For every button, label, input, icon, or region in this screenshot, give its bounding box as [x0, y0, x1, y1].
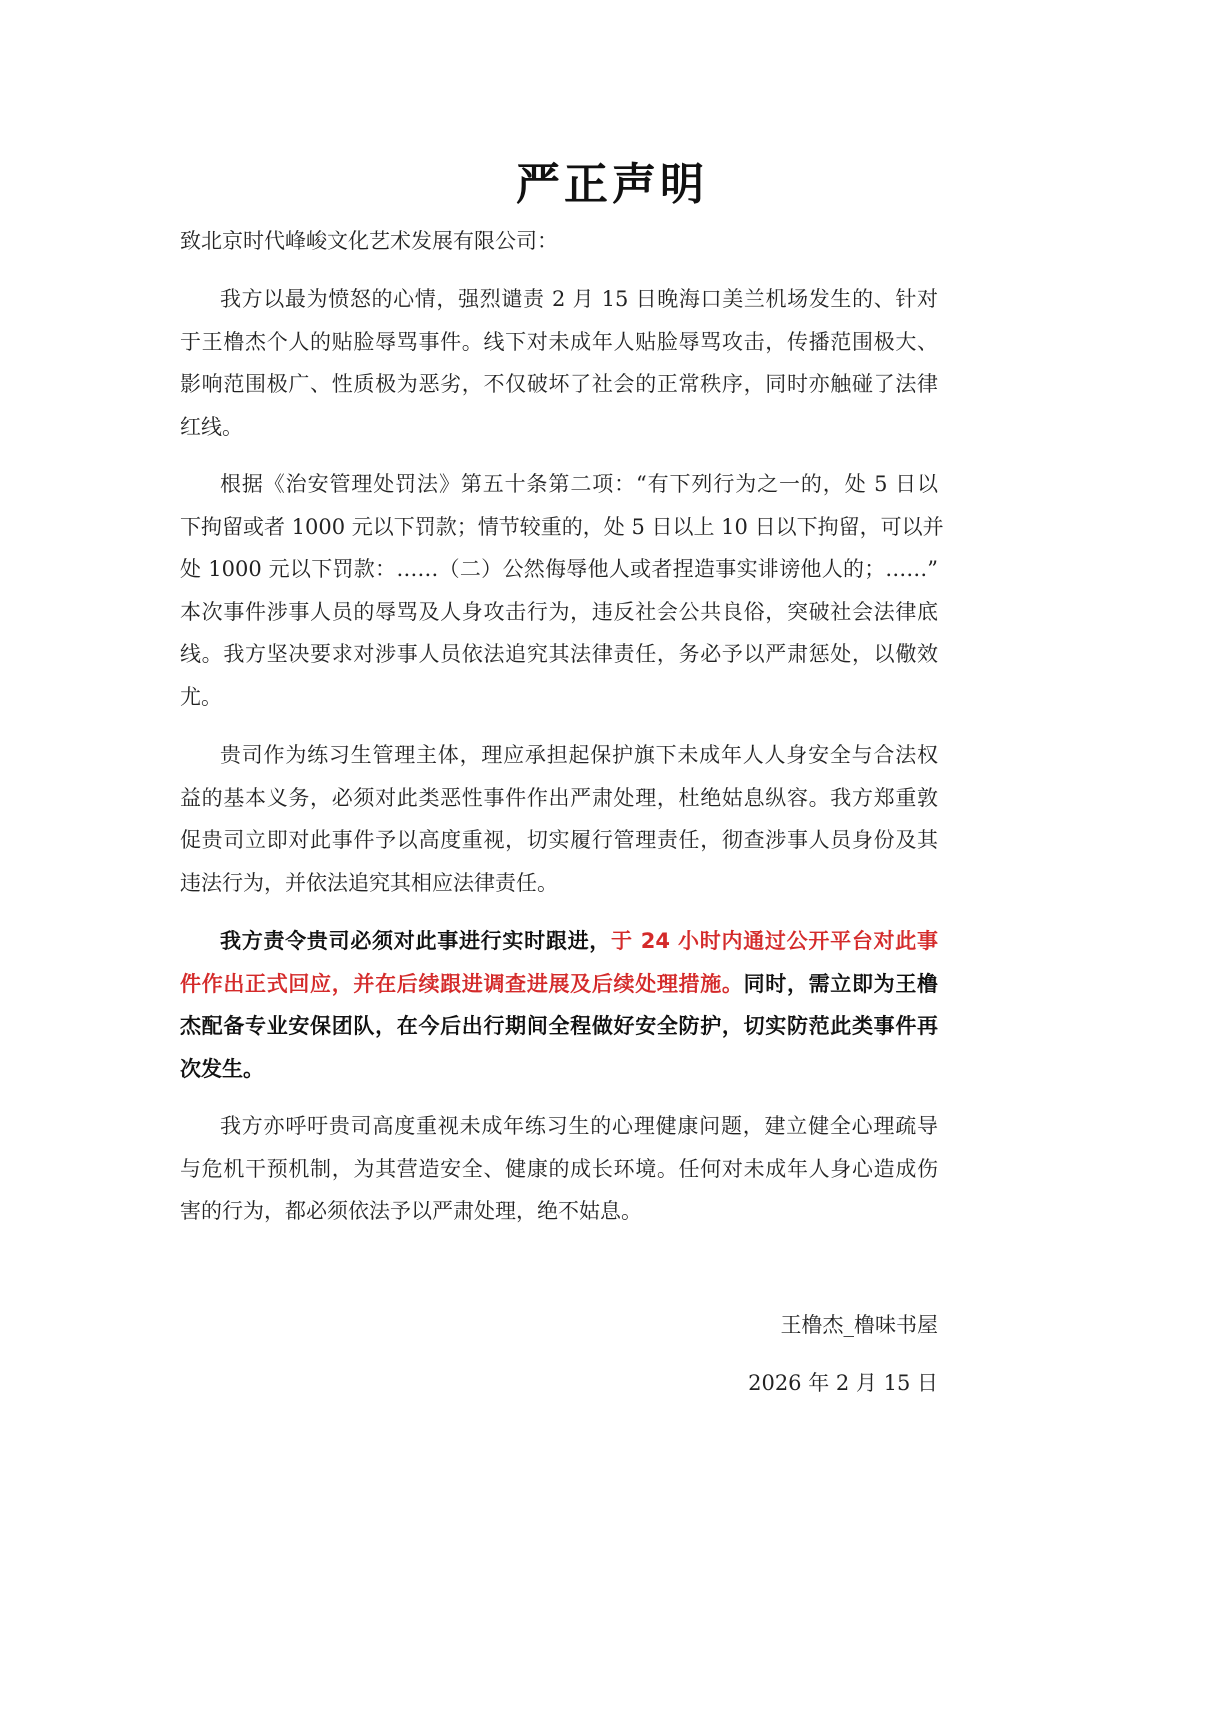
text-segment: 处 1000 元以下罚款：……（二）公然侮辱他人或者捏造事实诽谤他人的；……” [180, 557, 938, 582]
paragraph-line [220, 284, 938, 314]
text-segment: 于王橹杰个人的贴脸辱骂事件。线下对未成年人贴脸辱骂攻击，传播范围极大、 [180, 329, 938, 354]
paragraph-line [220, 926, 938, 956]
paragraph-line [180, 825, 938, 855]
document-title: 严正声明 [516, 159, 708, 210]
text-segment: 根据《治安管理处罚法》第五十条第二项：“有下列行为之一的，处 5 日以 [220, 472, 938, 496]
text-segment: 同时，需立即为王橹 [743, 971, 939, 996]
salutation: 致北京时代峰峻文化艺术发展有限公司： [180, 229, 558, 253]
text-segment: 违法行为，并依法追究其相应法律责任。 [180, 870, 558, 895]
text-segment: 贵司作为练习生管理主体，理应承担起保护旗下未成年人人身安全与合法权 [220, 743, 938, 767]
paragraph-line [180, 512, 944, 542]
paragraph-line [180, 597, 938, 627]
text-segment: 本次事件涉事人员的辱骂及人身攻击行为，违反社会公共良俗，突破社会法律底 [180, 599, 938, 624]
paragraph-line [180, 868, 938, 898]
text-segment: 我方责令贵司必须对此事进行实时跟进， [220, 929, 612, 953]
text-segment: 我方以最为愤怒的心情，强烈谴责 2 月 15 日晚海口美兰机场发生的、针对 [220, 287, 938, 311]
text-segment: 线。我方坚决要求对涉事人员依法追究其法律责任，务必予以严肃惩处，以儆效 [180, 642, 938, 667]
signature: 王橹杰_橹味书屋 [780, 1313, 938, 1337]
paragraph-line [180, 639, 938, 669]
date: 2026 年 2 月 15 日 [748, 1371, 938, 1395]
text-segment: 害的行为，都必须依法予以严肃处理，绝不姑息。 [180, 1199, 642, 1224]
paragraph-line [180, 1054, 938, 1084]
text-segment: 我方亦呼吁贵司高度重视未成年练习生的心理健康问题，建立健全心理疏导 [220, 1114, 938, 1138]
text-segment: 益的基本义务，必须对此类恶性事件作出严肃处理，杜绝姑息纵容。我方郑重敦 [180, 785, 938, 810]
paragraph-line [180, 412, 938, 442]
text-segment: 下拘留或者 1000 元以下罚款；情节较重的，处 5 日以上 10 日以下拘留，可以并 [180, 514, 944, 539]
paragraph-line [180, 682, 938, 712]
text-segment: 次发生。 [180, 1056, 264, 1081]
text-segment: 与危机干预机制，为其营造安全、健康的成长环境。任何对未成年人身心造成伤 [180, 1156, 938, 1181]
text-segment: 杰配备专业安保团队，在今后出行期间全程做好安全防护，切实防范此类事件再 [180, 1014, 938, 1039]
paragraph-line [180, 1154, 938, 1184]
paragraph-line [180, 1196, 938, 1226]
text-segment: 红线。 [180, 414, 243, 439]
paragraph-line [220, 1111, 938, 1141]
text-segment: 尤。 [180, 685, 222, 709]
paragraph-line [180, 783, 938, 813]
paragraph-line [220, 740, 938, 770]
text-segment: 促贵司立即对此事件予以高度重视，切实履行管理责任，彻查涉事人员身份及其 [180, 828, 938, 853]
paragraph-line [180, 327, 938, 357]
emphasis-text: 于 24 小时内通过公开平台对此事 [611, 929, 938, 953]
paragraph-line [180, 554, 938, 584]
paragraph-line [180, 969, 938, 999]
text-segment: 影响范围极广、性质极为恶劣，不仅破坏了社会的正常秩序，同时亦触碰了法律 [180, 372, 938, 397]
paragraph-line [220, 469, 938, 499]
paragraph-line [180, 369, 938, 399]
emphasis-text: 件作出正式回应，并在后续跟进调查进展及后续处理措施。 [180, 971, 744, 996]
paragraph-line [180, 1011, 938, 1041]
